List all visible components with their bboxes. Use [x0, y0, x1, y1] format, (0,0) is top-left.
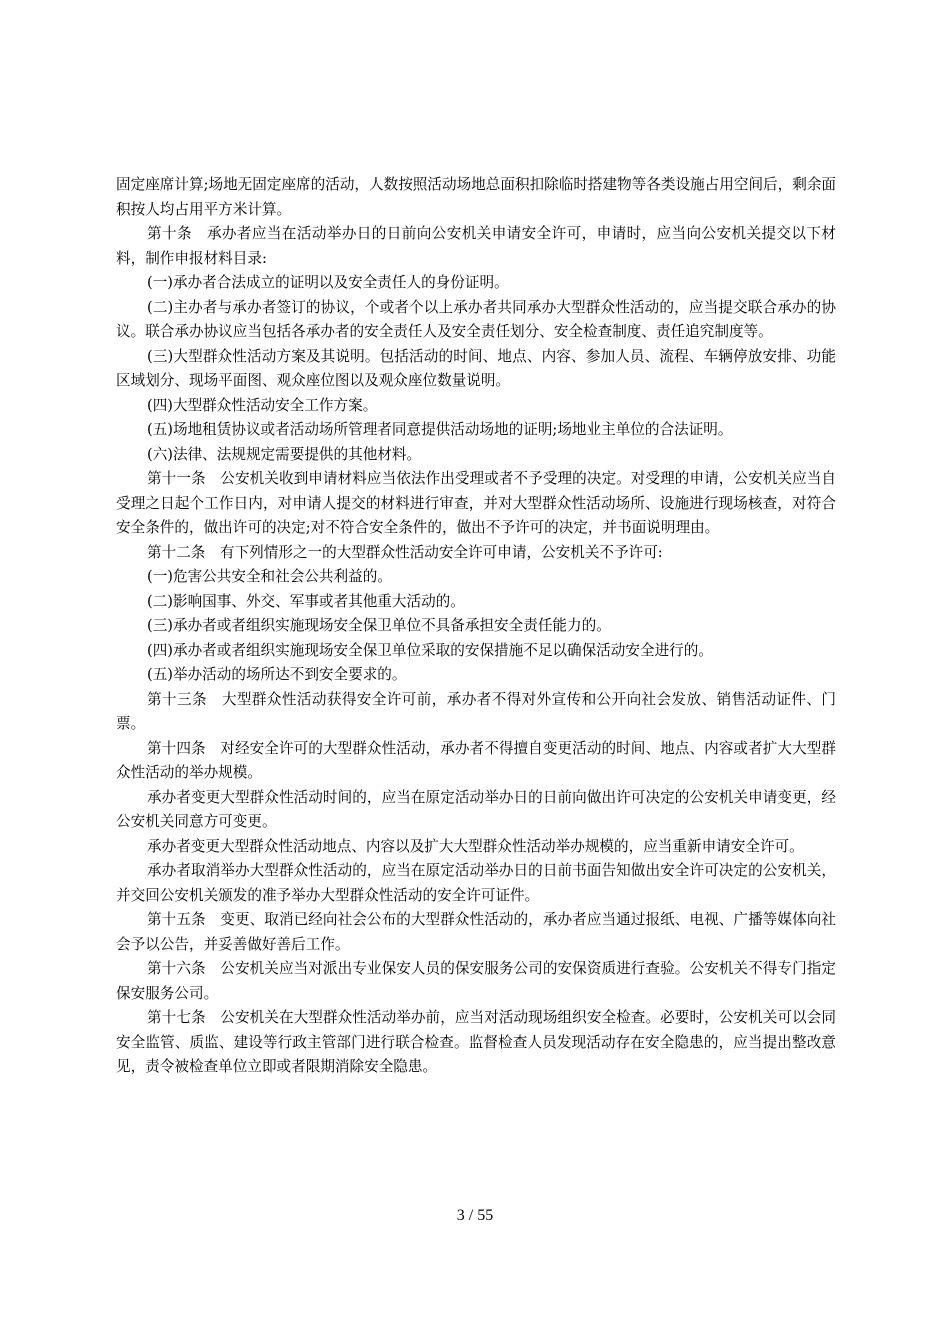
paragraph: 第十一条 公安机关收到申请材料应当依法作出受理或者不予受理的决定。对受理的申请，公安机关应当自受理之日起个工作日内，对申请人提交的材料进行审查，并对大型群众性活动场所、设施进行现场核查，对符合安全条件的，做出许可的决定;对不符合安全条件的，做出不予许可的决定，并书面说明理由。	[116, 470, 836, 536]
paragraph: 第十二条 有下列情形之一的大型群众性活动安全许可申请，公安机关不予许可:	[147, 543, 663, 561]
paragraph: (二)影响国事、外交、军事或者其他重大活动的。	[147, 592, 465, 610]
document-body	[116, 173, 836, 1080]
paragraph: 第十七条 公安机关在大型群众性活动举办前，应当对活动现场组织安全检查。必要时，公安机关可以会同安全监管、质监、建设等行政主管部门进行联合检查。监督检查人员发现活动存在安全隐患的，应当提出整改意见，责令被检查单位立即或者限期消除安全隐患。	[116, 1009, 836, 1075]
paragraph: (四)承办者或者组织实施现场安全保卫单位采取的安保措施不足以确保活动安全进行的。	[147, 641, 713, 659]
paragraph: 承办者取消举办大型群众性活动的，应当在原定活动举办日的日前书面告知做出安全许可决定的公安机关，并交回公安机关颁发的准予举办大型群众性活动的安全许可证件。	[116, 862, 836, 904]
paragraph: (六)法律、法规规定需要提供的其他材料。	[147, 445, 422, 463]
paragraph: (一)承办者合法成立的证明以及安全责任人的身份证明。	[147, 274, 509, 291]
paragraph: 第十五条 变更、取消已经向社会公布的大型群众性活动的，承办者应当通过报纸、电视、广播等媒体向社会予以公告，并妥善做好善后工作。	[116, 911, 836, 953]
paragraph: (三)承办者或者组织实施现场安全保卫单位不具备承担安全责任能力的。	[147, 617, 611, 634]
paragraph: (四)大型群众性活动安全工作方案。	[147, 396, 378, 414]
paragraph: 第十条 承办者应当在活动举办日的日前向公安机关申请安全许可，申请时，应当向公安机关提交以下材料，制作申报材料目录:	[116, 225, 836, 267]
paragraph: 固定座席计算;场地无固定座席的活动，人数按照活动场地总面积扣除临时搭建物等各类设施占用空间后，剩余面积按人均占用平方米计算。	[116, 176, 837, 218]
paragraph: 第十四条 对经安全许可的大型群众性活动，承办者不得擅自变更活动的时间、地点、内容或者扩大大型群众性活动的举办规模。	[116, 739, 836, 781]
paragraph: (一)危害公共安全和社会公共利益的。	[147, 568, 392, 585]
paragraph: 第十六条 公安机关应当对派出专业保安人员的保安服务公司的安保资质进行查验。公安机关不得专门指定保安服务公司。	[116, 960, 836, 1002]
paragraph: (二)主办者与承办者签订的协议，个或者个以上承办者共同承办大型群众性活动的，应当提交联合承办的协议。联合承办协议应当包括各承办者的安全责任人及安全责任划分、安全检查制度、责任追究制度等。	[116, 298, 836, 340]
paragraph: 承办者变更大型群众性活动时间的，应当在原定活动举办日的日前向做出许可决定的公安机关申请变更，经公安机关同意方可变更。	[116, 788, 836, 830]
page-number: 3 / 55	[456, 1207, 494, 1224]
paragraph: (三)大型群众性活动方案及其说明。包括活动的时间、地点、内容、参加人员、流程、车辆停放安排、功能区域划分、现场平面图、观众座位图以及观众座位数量说明。	[116, 347, 836, 389]
paragraph: 第十三条 大型群众性活动获得安全许可前，承办者不得对外宣传和公开向社会发放、销售活动证件、门票。	[116, 690, 836, 732]
paragraph: 承办者变更大型群众性活动地点、内容以及扩大大型群众性活动举办规模的，应当重新申请安全许可。	[147, 837, 804, 855]
paragraph: (五)举办活动的场所达不到安全要求的。	[147, 666, 407, 683]
paragraph: (五)场地租赁协议或者活动场所管理者同意提供活动场地的证明;场地业主单位的合法证明。	[147, 421, 733, 438]
